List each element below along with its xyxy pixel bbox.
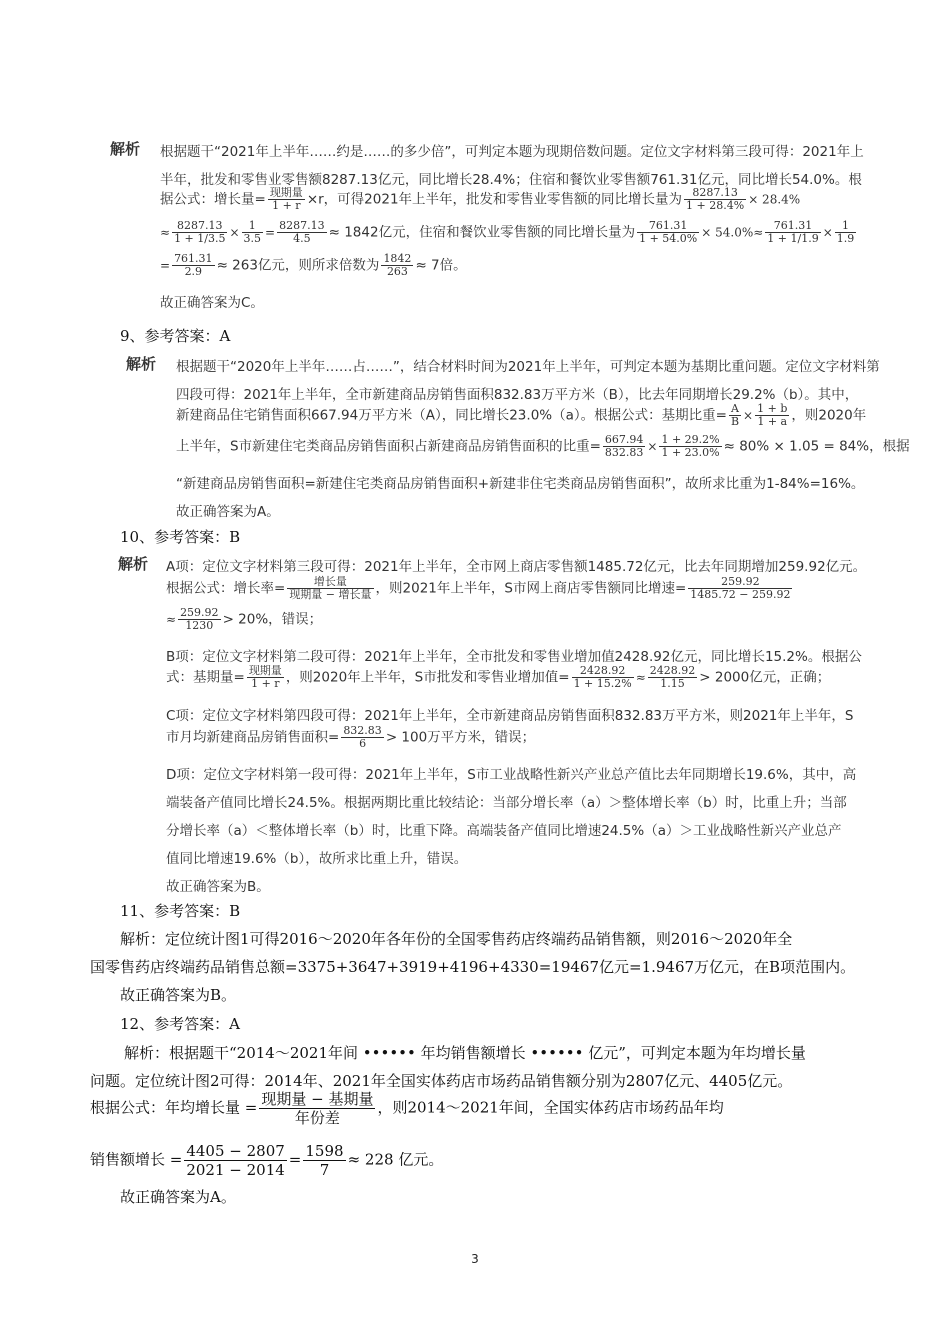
fraction bbox=[648, 665, 698, 690]
text: > 20%，错误； bbox=[222, 611, 323, 628]
analysis-tag: 解析 bbox=[118, 555, 149, 573]
text: ，则2014～2021年间，全国实体药店市场药品年均 bbox=[377, 1098, 724, 1117]
fraction bbox=[178, 607, 221, 632]
text-line: 根据题干“2021年上半年……约是……的多少倍”，可判定本题为现期倍数问题。定位文字材料第三段可得：2021年上 bbox=[160, 144, 864, 160]
answer-heading: 12、参考答案：A bbox=[120, 1015, 240, 1033]
formula-line bbox=[160, 187, 800, 212]
text-line: D项：定位文字材料第一段可得：2021年上半年，S市工业战略性新兴产业总产值比去年同期增长19.6%，其中，高 bbox=[166, 767, 857, 783]
denominator: 1 + r bbox=[272, 199, 301, 212]
denominator: 4.5 bbox=[293, 232, 311, 245]
denominator: 1.9 bbox=[836, 232, 855, 245]
text: 上半年，S市新建住宅类商品房销售面积占新建商品房销售面积的比重= bbox=[176, 438, 601, 455]
fraction bbox=[684, 187, 746, 212]
fraction bbox=[659, 434, 721, 459]
numerator: 2428.92 bbox=[649, 664, 696, 677]
text: > 100万平方米，错误； bbox=[385, 729, 536, 746]
numerator: 832.83 bbox=[343, 724, 382, 737]
numerator: 1598 bbox=[305, 1142, 344, 1160]
denominator: 1 + a bbox=[757, 415, 788, 428]
numerator: 现期量 bbox=[269, 186, 303, 199]
text-line: 根据题干“2020年上半年……占……”，结合材料时间为2021年上半年，可判定本题为基期比重问题。定位文字材料第 bbox=[176, 359, 880, 375]
fraction bbox=[688, 576, 792, 601]
text: ≈ 80% × 1.05 = 84%，根据 bbox=[723, 438, 910, 455]
text-line: 半年，批发和零售业零售额8287.13亿元，同比增长28.4%；住宿和餐饮业零售额761.31亿元，同比增长54.0%。根 bbox=[160, 172, 862, 188]
formula-line bbox=[176, 403, 866, 428]
denominator: 1 + 1/3.5 bbox=[174, 232, 226, 245]
fraction bbox=[341, 725, 384, 750]
numerator: 667.94 bbox=[604, 433, 644, 446]
denominator: 1 + 15.2% bbox=[573, 677, 632, 690]
denominator: 1 + 1/1.9 bbox=[767, 232, 819, 245]
denominator: 1485.72 − 259.92 bbox=[690, 588, 791, 601]
page-number: 3 bbox=[471, 1252, 479, 1266]
text: 亿元。 bbox=[398, 1150, 444, 1169]
text-line: 解析：定位统计图1可得2016～2020年各年份的全国零售药店终端药品销售额，则2016～2020年全 bbox=[120, 930, 793, 948]
answer-line: 故正确答案为B。 bbox=[166, 879, 270, 895]
fraction bbox=[729, 403, 741, 428]
denominator: 6 bbox=[359, 737, 367, 750]
text: ≈ 1842亿元，住宿和餐饮业零售额的同比增长量为 bbox=[328, 224, 636, 241]
fraction bbox=[184, 1142, 286, 1179]
formula-line bbox=[90, 1090, 724, 1127]
denominator: 2.9 bbox=[184, 265, 203, 278]
numerator: 4405 − 2807 bbox=[186, 1142, 285, 1160]
text: ，则2020年上半年，S市批发和零售业增加值= bbox=[285, 669, 570, 686]
analysis-tag: 解析 bbox=[126, 355, 157, 373]
text: × bbox=[743, 408, 754, 423]
text: ×r，可得2021年上半年，批发和零售业零售额的同比增长量为 bbox=[306, 191, 683, 208]
numerator: 8287.13 bbox=[172, 220, 227, 233]
numerator: 1 + b bbox=[757, 402, 788, 415]
numerator: 1 bbox=[835, 220, 857, 233]
text-line: A项：定位文字材料第三段可得：2021年上半年，全市网上商店零售额1485.72亿元，比去年同期增加259.92亿元。 bbox=[166, 559, 867, 575]
text-line: 值同比增速19.6%（b），故所求比重上升，错误。 bbox=[166, 851, 468, 867]
fraction bbox=[765, 220, 820, 245]
numerator: 761.31 bbox=[174, 252, 213, 265]
fraction bbox=[603, 434, 646, 459]
answer-line: 故正确答案为A。 bbox=[176, 504, 280, 520]
denominator: 1 + 23.0% bbox=[661, 446, 720, 459]
text-line: 解析：根据题干“2014～2021年间 •••••• 年均销售额增长 •••••• 亿元”，可判定本题为年均增长量 bbox=[124, 1044, 806, 1062]
formula-line bbox=[160, 220, 858, 245]
text-line: B项：定位文字材料第二段可得：2021年上半年，全市批发和零售业增加值2428.92亿元，同比增长15.2%。根据公 bbox=[166, 649, 862, 665]
formula-line bbox=[166, 607, 322, 632]
text-line: 问题。定位统计图2可得：2014年、2021年全国实体药店市场药品销售额分别为2807亿元、4405亿元。 bbox=[90, 1072, 793, 1090]
text: 根据公式：增长率= bbox=[166, 580, 286, 597]
denominator: 7 bbox=[319, 1161, 330, 1179]
text-line: C项：定位文字材料第四段可得：2021年上半年，全市新建商品房销售面积832.83万平方米，则2021年上半年，S bbox=[166, 708, 854, 724]
fraction bbox=[572, 665, 634, 690]
fraction bbox=[287, 576, 373, 601]
text: ，则2021年上半年，S市网上商店零售额同比增速= bbox=[375, 580, 687, 597]
text: 据公式：增长量= bbox=[160, 191, 266, 208]
text: ≈ bbox=[635, 670, 646, 685]
answer-heading: 9、参考答案：A bbox=[120, 327, 231, 345]
fraction bbox=[303, 1142, 345, 1179]
text: × bbox=[647, 439, 658, 454]
numerator: A bbox=[729, 403, 741, 416]
denominator: 年份差 bbox=[294, 1109, 340, 1127]
text: × bbox=[229, 225, 240, 240]
text: ≈ 7倍。 bbox=[415, 257, 467, 274]
fraction bbox=[381, 253, 413, 278]
text: > 2000亿元，正确； bbox=[699, 669, 831, 686]
text-line: 国零售药店终端药品销售总额=3375+3647+3919+4196+4330=19467亿元=1.9467万亿元，在B项范围内。 bbox=[90, 958, 856, 976]
denominator: B bbox=[730, 415, 740, 428]
answer-heading: 10、参考答案：B bbox=[120, 528, 241, 546]
text: 根据公式：年均增长量 = bbox=[90, 1098, 258, 1117]
fraction bbox=[259, 1090, 375, 1127]
numerator: 2428.92 bbox=[572, 665, 634, 678]
answer-line: 故正确答案为C。 bbox=[160, 295, 264, 311]
text: ，则2020年 bbox=[791, 407, 867, 424]
numerator: 现期量 − 基期量 bbox=[261, 1090, 374, 1108]
text: = bbox=[265, 225, 276, 240]
text: 销售额增长 = bbox=[90, 1150, 183, 1169]
text: ≈ 228 bbox=[347, 1150, 394, 1169]
denominator: 现期量 − 增长量 bbox=[289, 588, 372, 601]
text-line: “新建商品房销售面积=新建住宅类商品房销售面积+新建非住宅类商品房销售面积”，故所求比重为1-84%=16%。 bbox=[176, 476, 865, 492]
text-line: 分增长率（a）＜整体增长率（b）时，比重下降。高端装备产值同比增速24.5%（a）＞工业战略性新兴产业总产 bbox=[166, 823, 842, 839]
text: ≈ bbox=[160, 225, 171, 240]
analysis-tag: 解析 bbox=[110, 140, 141, 158]
denominator: 1.15 bbox=[660, 677, 685, 690]
denominator: 1 + r bbox=[251, 677, 280, 690]
denominator: 1230 bbox=[185, 619, 214, 632]
numerator: 761.31 bbox=[637, 220, 699, 233]
numerator: 增长量 bbox=[287, 576, 373, 589]
numerator: 1 bbox=[242, 220, 264, 233]
text: = bbox=[160, 258, 171, 273]
answer-line: 故正确答案为A。 bbox=[120, 1188, 236, 1206]
formula-line bbox=[90, 1142, 443, 1179]
answer-line: 故正确答案为B。 bbox=[120, 986, 237, 1004]
numerator: 1842 bbox=[383, 252, 412, 265]
fraction bbox=[242, 220, 264, 245]
text: = bbox=[288, 1150, 302, 1169]
formula-line bbox=[166, 665, 830, 690]
formula-line bbox=[166, 725, 535, 750]
numerator: 8287.13 bbox=[684, 187, 746, 200]
denominator: 2021 − 2014 bbox=[186, 1161, 285, 1179]
text-line: 端装备产值同比增长24.5%。根据两期比重比较结论：当部分增长率（a）＞整体增长率（b）时，比重上升；当部 bbox=[166, 795, 847, 811]
text: ≈ bbox=[166, 612, 177, 627]
denominator: 1 + 28.4% bbox=[686, 199, 745, 212]
numerator: 761.31 bbox=[765, 220, 820, 233]
fraction bbox=[247, 665, 284, 690]
denominator: 263 bbox=[386, 265, 408, 278]
numerator: 8287.13 bbox=[279, 219, 325, 232]
numerator: 259.92 bbox=[180, 606, 219, 619]
fraction bbox=[835, 220, 857, 245]
text: ≈ 263亿元，则所求倍数为 bbox=[216, 257, 380, 274]
fraction bbox=[755, 403, 789, 428]
formula-line bbox=[176, 434, 910, 459]
fraction bbox=[637, 220, 699, 245]
numerator: 1 + 29.2% bbox=[661, 433, 720, 446]
text: 式：基期量= bbox=[166, 669, 245, 686]
fraction bbox=[172, 220, 227, 245]
denominator: 832.83 bbox=[604, 446, 644, 459]
numerator: 现期量 bbox=[248, 664, 282, 677]
fraction bbox=[172, 253, 215, 278]
text: × 28.4% bbox=[748, 192, 801, 207]
denominator: 3.5 bbox=[243, 232, 262, 245]
numerator: 259.92 bbox=[688, 576, 792, 589]
text: × 54.0%≈ bbox=[701, 225, 764, 240]
fraction bbox=[277, 220, 327, 245]
fraction bbox=[268, 187, 305, 212]
formula-line bbox=[166, 576, 794, 601]
formula-line bbox=[160, 253, 467, 278]
text: 新建商品住宅销售面积667.94万平方米（A），同比增长23.0%（a）。根据公式：基期比重= bbox=[176, 407, 727, 424]
answer-heading: 11、参考答案：B bbox=[120, 902, 241, 920]
text-line: 四段可得：2021年上半年，全市新建商品房销售面积832.83万平方米（B），比去年同期增长29.2%（b）。其中， bbox=[176, 387, 859, 403]
denominator: 1 + 54.0% bbox=[639, 232, 698, 245]
text: × bbox=[822, 225, 833, 240]
text: 市月均新建商品房销售面积= bbox=[166, 729, 340, 746]
